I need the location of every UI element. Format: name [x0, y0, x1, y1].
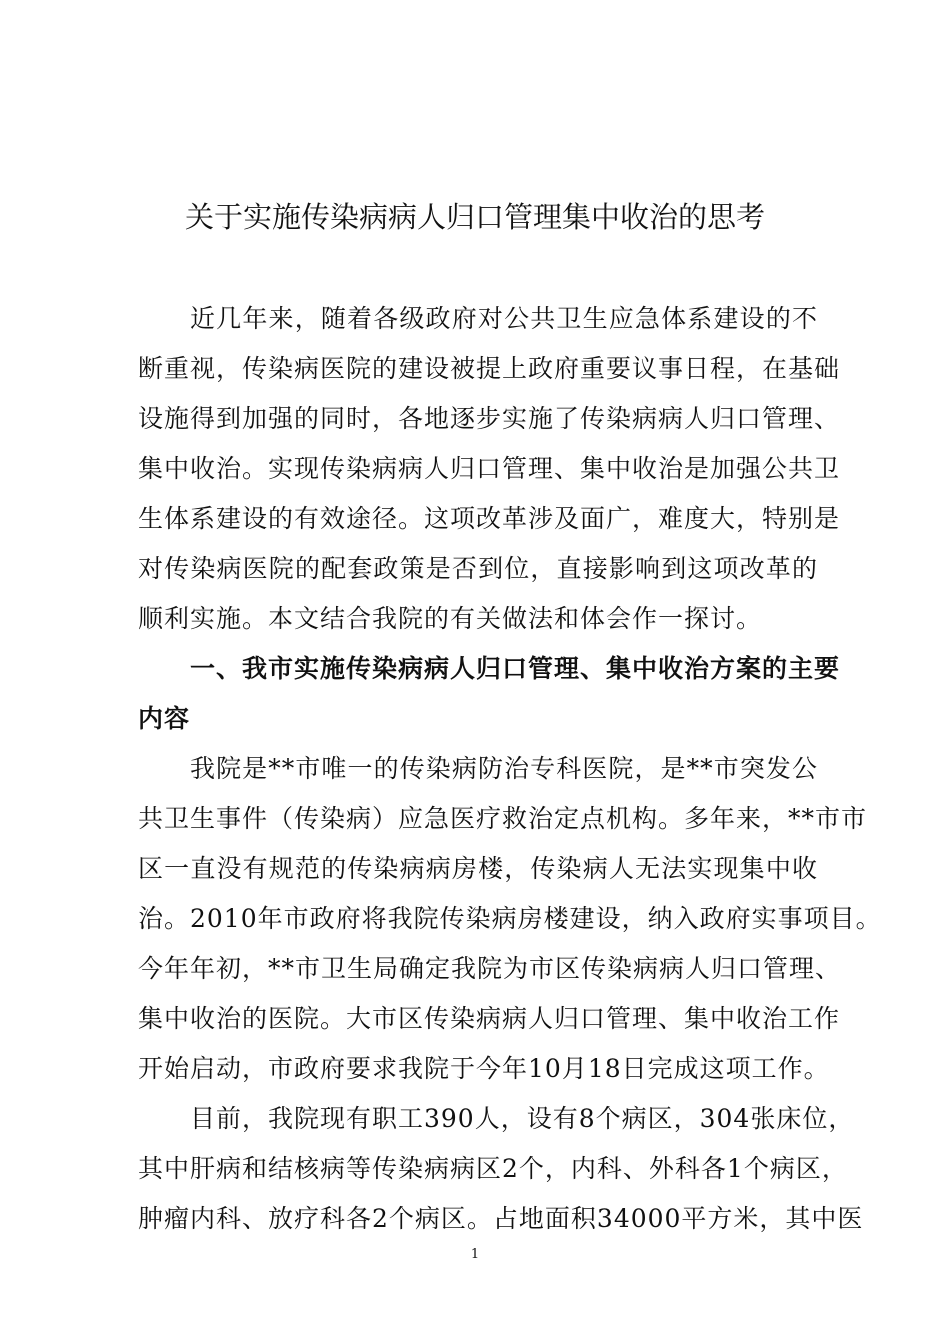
paragraph-line: 顺利实施。本文结合我院的有关做法和体会作一探讨。: [138, 604, 763, 633]
paragraph-line: 我院是**市唯一的传染病防治专科医院，是**市突发公: [190, 754, 818, 783]
paragraph-line: 集中收治的医院。大市区传染病病人归口管理、集中收治工作: [138, 1004, 841, 1033]
paragraph-line: 断重视，传染病医院的建设被提上政府重要议事日程，在基础: [138, 354, 841, 383]
paragraph-line: 近几年来，随着各级政府对公共卫生应急体系建设的不: [190, 304, 818, 333]
paragraph-hospital-intro: [138, 744, 882, 1094]
page-number: 1: [470, 1247, 480, 1262]
paragraph-line: 目前，我院现有职工390人，设有8个病区，304张床位，: [190, 1104, 855, 1133]
paragraph-line: 开始启动，市政府要求我院于今年10月18日完成这项工作。: [138, 1054, 830, 1083]
heading-line: 内容: [138, 704, 191, 733]
paragraph-line: 生体系建设的有效途径。这项改革涉及面广，难度大，特别是: [138, 504, 841, 533]
paragraph-line: 集中收治。实现传染病病人归口管理、集中收治是加强公共卫: [138, 454, 841, 483]
paragraph-line: 对传染病医院的配套政策是否到位，直接影响到这项改革的: [138, 554, 818, 583]
paragraph-line: 今年年初，**市卫生局确定我院为市区传染病病人归口管理、: [138, 954, 842, 983]
document-title: 关于实施传染病病人归口管理集中收治的思考: [184, 200, 765, 234]
paragraph-intro: [138, 294, 841, 644]
paragraph-line: 肿瘤内科、放疗科各2个病区。占地面积34000平方米，其中医: [138, 1204, 864, 1233]
document-body: [138, 294, 882, 1244]
paragraph-line: 设施得到加强的同时，各地逐步实施了传染病病人归口管理、: [138, 404, 841, 433]
heading-line: 一、我市实施传染病病人归口管理、集中收治方案的主要: [190, 654, 841, 683]
paragraph-line: 共卫生事件（传染病）应急医疗救治定点机构。多年来，**市市: [138, 804, 868, 833]
section-heading-1: [138, 644, 841, 744]
paragraph-line: 其中肝病和结核病等传染病病区2个，内科、外科各1个病区，: [138, 1154, 848, 1183]
paragraph-line: 区一直没有规范的传染病病房楼，传染病人无法实现集中收: [138, 854, 818, 883]
paragraph-current-status: [138, 1094, 864, 1244]
paragraph-line: 治。2010年市政府将我院传染病房楼建设，纳入政府实事项目。: [138, 904, 882, 933]
